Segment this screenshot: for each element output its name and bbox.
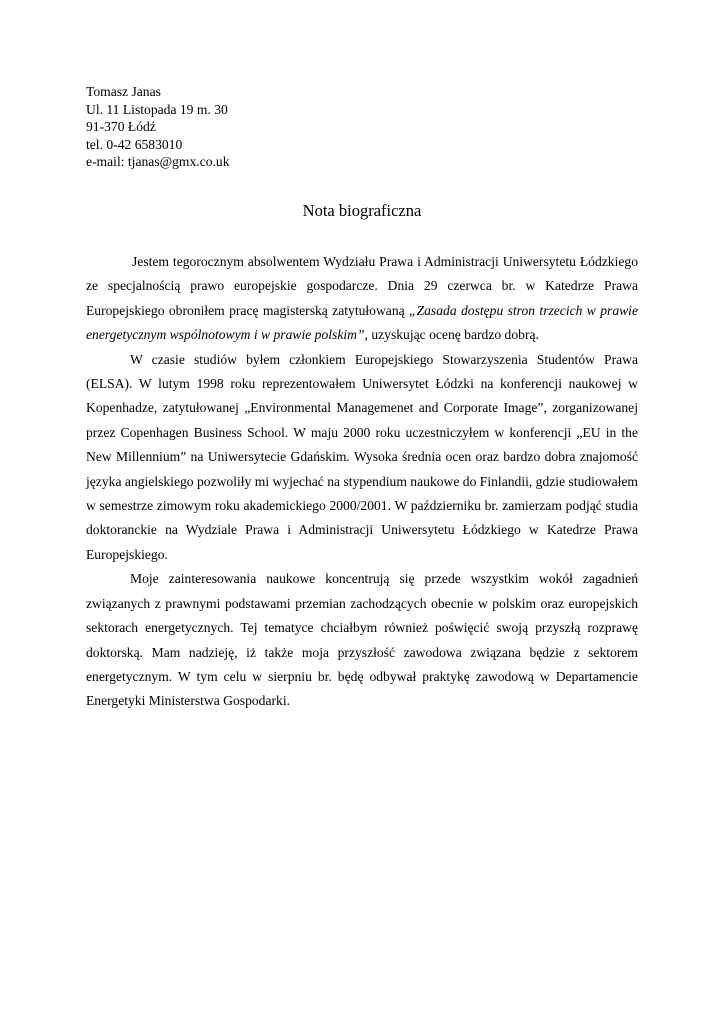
paragraph-education (86, 250, 638, 348)
sender-street: Ul. 11 Listopada 19 m. 30 (86, 101, 228, 117)
paragraph-education-text-end: , uzyskując ocenę bardzo dobrą. (364, 327, 539, 343)
paragraph-interests: Moje zainteresowania naukowe koncentrują się przede wszystkim wokół zagadnień związanych z prawnymi podstawami przemian zachodzących obecnie w polskim oraz europejskich sektorach energetycznych. Tej tematyce chciałbym również poświęcić swoją przyszłą rozprawę doktorską. Mam nadzieję, iż także moja przyszłość zawodowa związana będzie z sektorem energetycznym. W tym celu w sierpniu br. będę odbywał praktykę zawodową w Departamencie Energetyki Ministerstwa Gospodarki. (86, 571, 638, 709)
paragraph-activities: W czasie studiów byłem członkiem Europejskiego Stowarzyszenia Studentów Prawa (ELSA). W lutym 1998 roku reprezentowałem Uniwersytet Łódzki na konferencji naukowej w Kopenhadze, zatytułowanej „Environmental Managemenet and Corporate Image”, zorganizowanej przez Copenhagen Business School. W maju 2000 roku uczestniczyłem w konferencji „EU in the New Millennium” na Uniwersytecie Gdańskim. Wysoka średnia ocen oraz bardzo dobra znajomość języka angielskiego pozwoliły mi wyjechać na stypendium naukowe do Finlandii, gdzie studiowałem w semestrze zimowym roku akademickiego 2000/2001. W październiku br. zamierzam podjąć studia doktoranckie na Wydziale Prawa i Administracji Uniwersytetu Łódzkiego w Katedrze Prawa Europejskiego. (86, 351, 638, 562)
paragraph-education-text-start: Jestem tegorocznym absolwentem Wydziału Prawa i Administracji Uniwersytetu Łódzkiego ze specjalnością prawo europejskie gospodarcze. Dnia 29 czerwca br. w Katedrze Prawa Europejskiego obroniłem pracę magisterską zatytułowaną (86, 254, 638, 318)
sender-name: Tomasz Janas (86, 84, 161, 99)
document-body (86, 250, 638, 714)
thesis-title: „Zasada dostępu stron trzecich w prawie energetycznym wspólnotowym i w prawie polskim” (86, 302, 638, 343)
sender-address-block (86, 83, 230, 171)
sender-phone: tel. 0-42 6583010 (86, 136, 183, 152)
sender-email: e-mail: tjanas@gmx.co.uk (86, 154, 230, 170)
document-title: Nota biograficzna (302, 201, 422, 220)
sender-city: 91-370 Łódź (86, 119, 156, 135)
